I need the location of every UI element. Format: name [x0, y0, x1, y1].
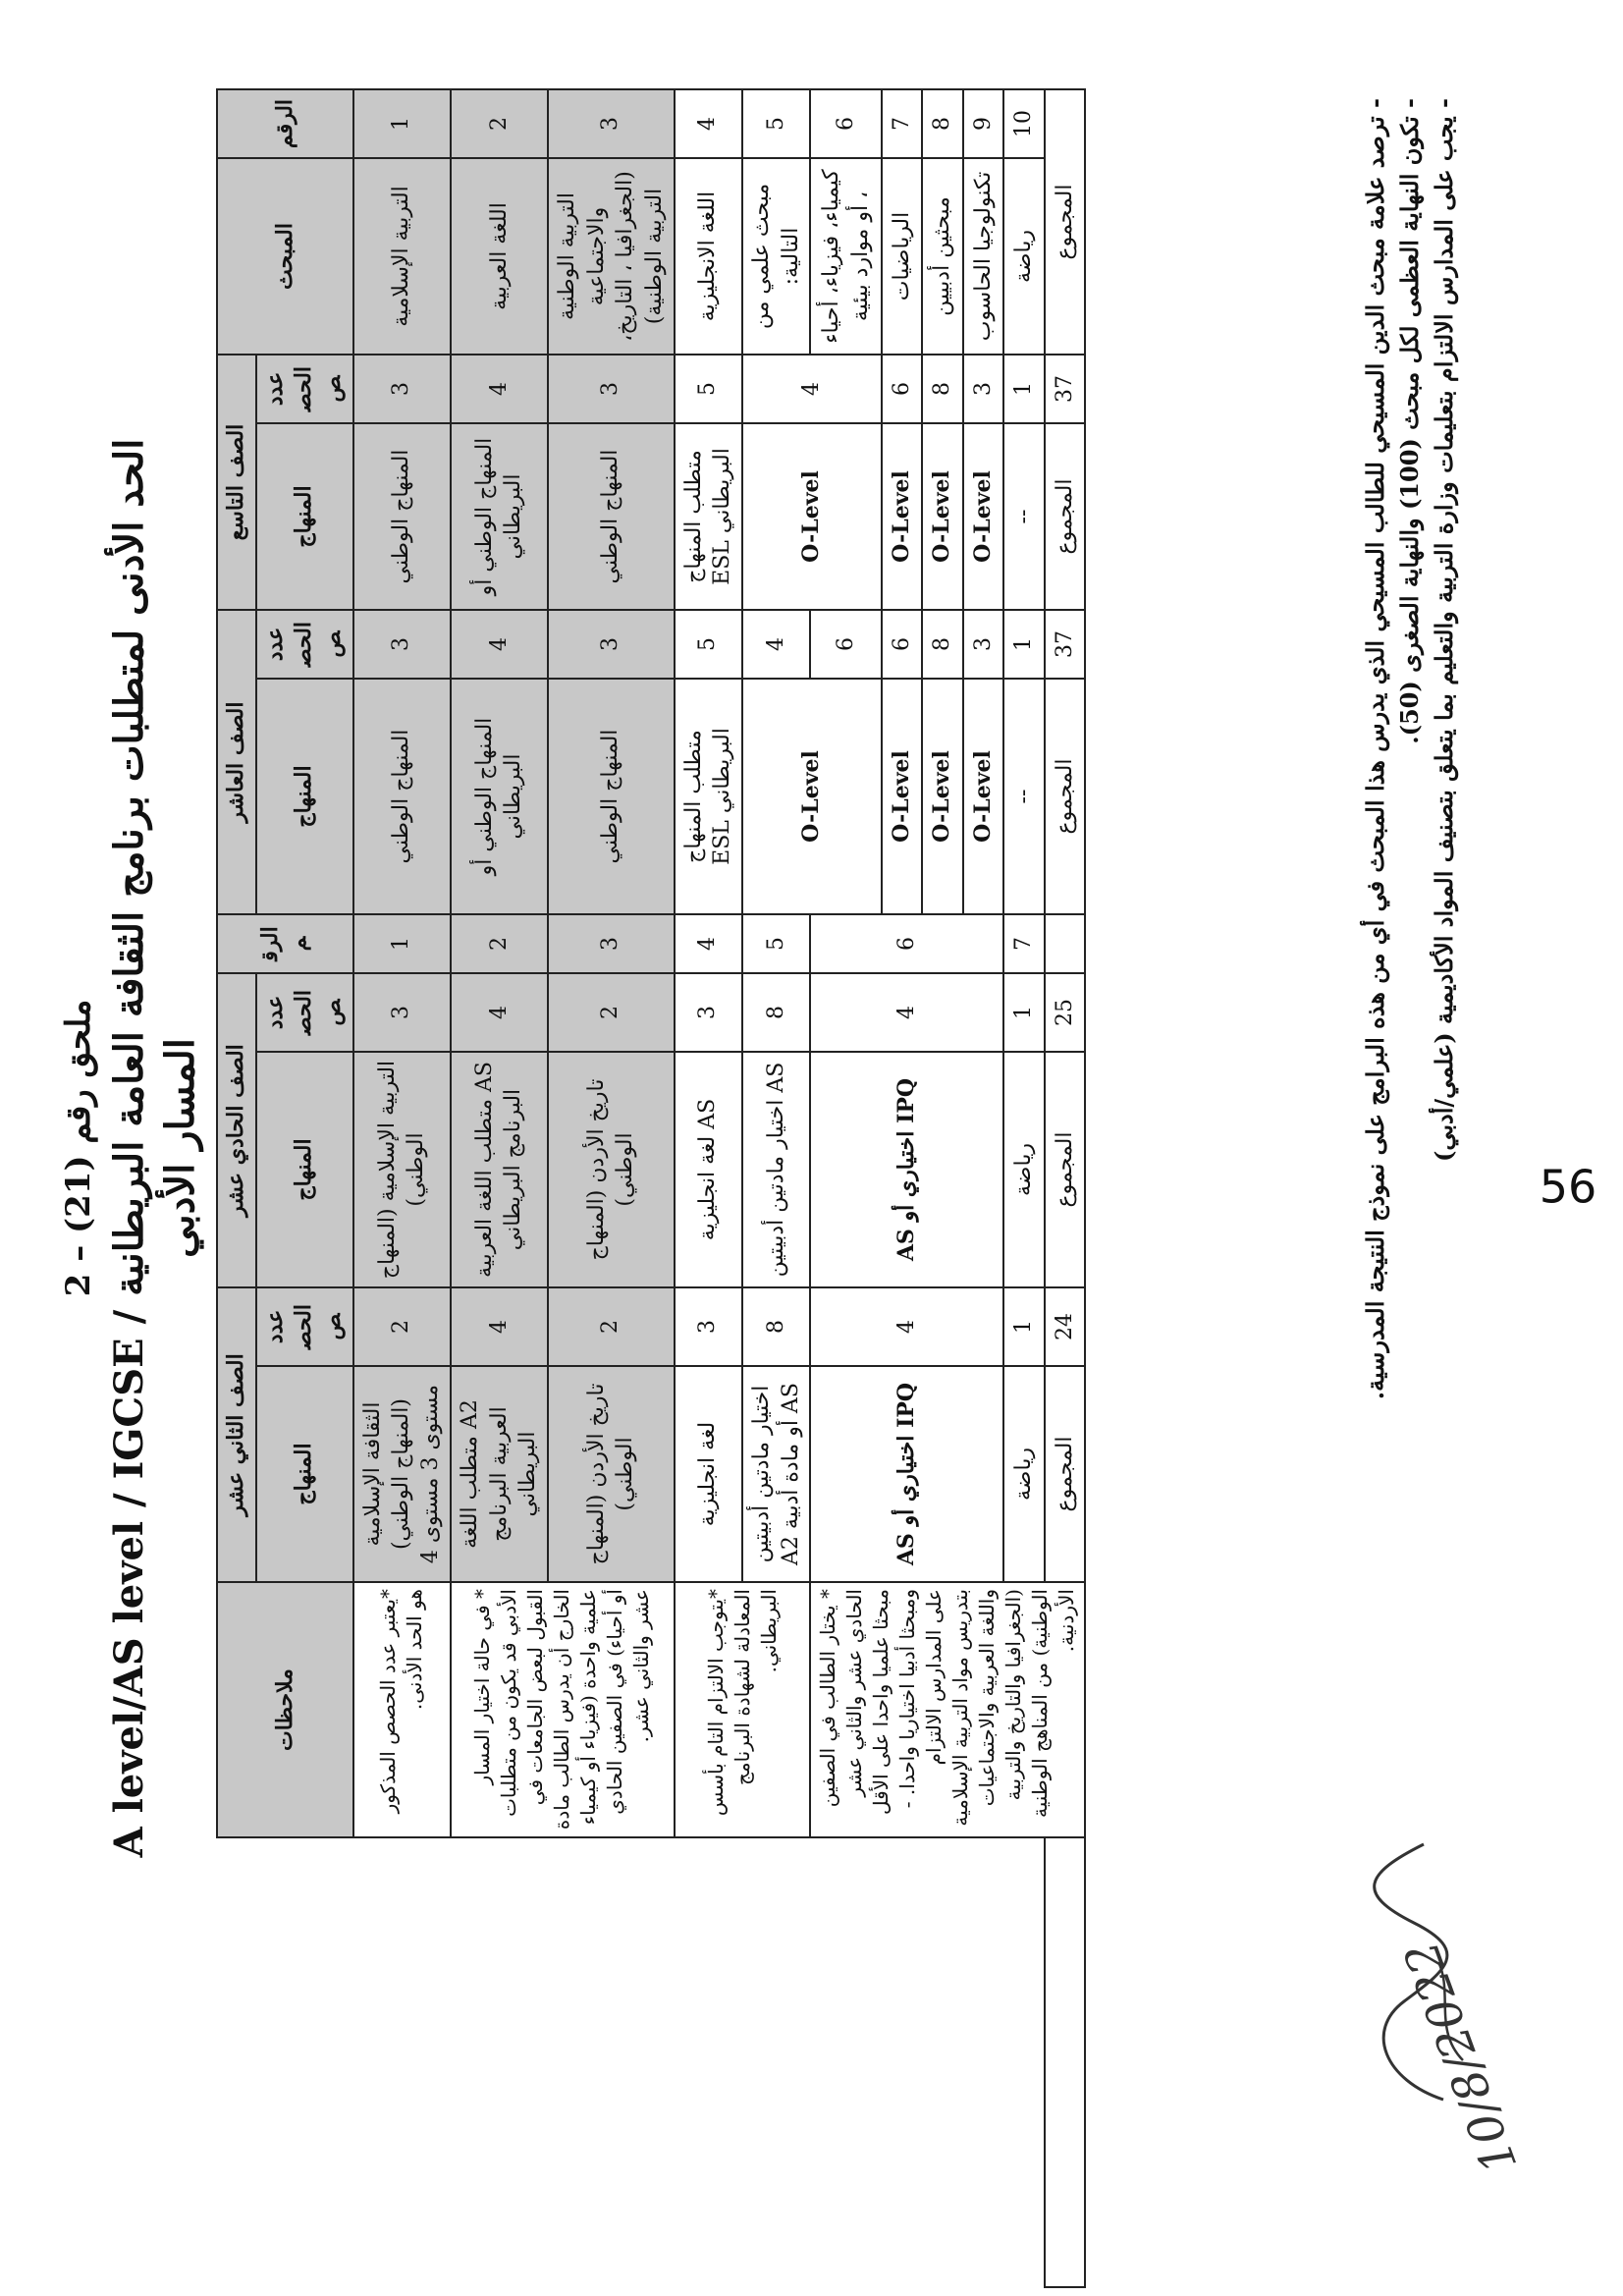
footnote-3: - يجب على المدارس الالتزام بتعليمات وزارة التربية والتعليم بما يتعلق بتصنيف المواد الأكاديمية (علمي/أدبي) — [1430, 98, 1458, 1163]
g12-periods: 2 — [548, 1287, 675, 1366]
g9-periods: 1 — [1003, 355, 1044, 423]
header-g11-curriculum: المنهاج — [256, 1052, 353, 1287]
g9-curriculum: المنهاج الوطني — [353, 423, 451, 610]
g11-periods: 1 — [1003, 973, 1044, 1052]
g10-periods: 4 — [451, 610, 548, 679]
g11-periods: 4 — [451, 973, 548, 1052]
g9-periods: 3 — [963, 355, 1003, 423]
g11-curriculum: AS لغة انجليزية — [675, 1052, 742, 1287]
row-subject: رياضة — [1003, 158, 1044, 355]
header-subject: المبحث — [217, 158, 353, 355]
g10-curriculum: المنهاج الوطني أو البريطاني — [451, 679, 548, 914]
table-row — [742, 89, 810, 2287]
g12-periods: 1 — [1003, 1287, 1044, 1366]
row-subject: مبحثين أدبيين — [922, 158, 962, 355]
signature-date: 10/8/2022 — [1393, 1934, 1529, 2181]
header-g12-periods: عدد الحصص — [256, 1287, 353, 1366]
g9-periods: 4 — [742, 355, 882, 423]
g11-periods: 4 — [810, 973, 1003, 1052]
g11-periods: 3 — [675, 973, 742, 1052]
table-row — [1003, 89, 1044, 2287]
g9-periods: 4 — [451, 355, 548, 423]
row-subject: التربية الوطنية والاجتماعية (الجغرافيا ، التاريخ، التربية الوطنية) — [548, 158, 675, 355]
g9-periods: 6 — [882, 355, 922, 423]
g9-curriculum: O-Level — [963, 423, 1003, 610]
g10-periods: 1 — [1003, 610, 1044, 679]
g10-curriculum: المنهاج الوطني — [353, 679, 451, 914]
g10-curriculum: O-Level — [882, 679, 922, 914]
total-g9: 37 — [1045, 355, 1086, 423]
header-grade11: الصف الحادي عشر — [217, 973, 256, 1287]
g11-num: 5 — [742, 914, 810, 973]
g9-periods: 3 — [353, 355, 451, 423]
g10-periods: 4 — [742, 610, 810, 679]
g10-curriculum: O-Level — [742, 679, 882, 914]
header-num: الرقم — [217, 89, 353, 158]
g9-curriculum: O-Level — [742, 423, 882, 610]
header-notes: ملاحظات — [217, 1582, 353, 1837]
g12-curriculum: A2 متطلب اللغة العربية البرنامج البريطاني — [451, 1366, 548, 1582]
g12-curriculum: اختيار مادتين أدبيتين AS أو مادة أدبية A2 — [742, 1366, 810, 1582]
table-row — [353, 89, 451, 2287]
table-row — [675, 89, 742, 2287]
g10-periods: 8 — [922, 610, 962, 679]
row-subject: اللغة الانجليزية — [675, 158, 742, 355]
g10-periods: 3 — [353, 610, 451, 679]
g9-curriculum: -- — [1003, 423, 1044, 610]
row-subject: كيمياء، فيزياء، أحياء ، أو موارد بيئية — [810, 158, 882, 355]
g11-periods: 3 — [353, 973, 451, 1052]
g11-num: 7 — [1003, 914, 1044, 973]
row-note: *يعتبر عدد الحصص المذكور هو الحد الأدنى. — [353, 1582, 451, 1837]
g10-periods: 6 — [882, 610, 922, 679]
g9-periods: 5 — [675, 355, 742, 423]
header-g9-periods: عدد الحصص — [256, 355, 353, 423]
g10-curriculum: متطلب المنهاج البريطاني ESL — [675, 679, 742, 914]
g12-curriculum: AS اختياري أو IPQ — [810, 1366, 1003, 1582]
g11-curriculum: تاريخ الأردن (المنهاج الوطني) — [548, 1052, 675, 1287]
row-num: 3 — [548, 89, 675, 158]
total-g11: 25 — [1045, 973, 1086, 1052]
row-num: 7 — [882, 89, 922, 158]
total-g10-label: المجموع — [1045, 679, 1086, 914]
g12-curriculum: رياضة — [1003, 1366, 1044, 1582]
g11-num: 2 — [451, 914, 548, 973]
requirements-table — [216, 88, 1086, 2288]
g11-periods: 2 — [548, 973, 675, 1052]
header-g10-periods: عدد الحصص — [256, 610, 353, 679]
g11-num: 1 — [353, 914, 451, 973]
g12-curriculum: تاريخ الأردن (المنهاج الوطني) — [548, 1366, 675, 1582]
requirements-table-wrap — [216, 88, 1086, 2288]
header-g9-curriculum: المنهاج — [256, 423, 353, 610]
row-num: 2 — [451, 89, 548, 158]
g11-curriculum: رياضة — [1003, 1052, 1044, 1287]
g11-curriculum: AS اختيار مادتين أدبيتين — [742, 1052, 810, 1287]
g11-num: 6 — [810, 914, 1003, 973]
footnote-1: - ترصد علامة مبحث الدين المسيحي للطالب المسيحي الذي يدرس هذا المبحث في أي من هذه البرامج على نموذج النتيجة المدرسية. — [1361, 98, 1389, 1400]
header-num-2: الرقم — [217, 914, 353, 973]
total-g12-label: المجموع — [1045, 1366, 1086, 1582]
row-num: 9 — [963, 89, 1003, 158]
g9-periods: 3 — [548, 355, 675, 423]
header-grade9: الصف التاسع — [217, 355, 256, 610]
g11-num: 3 — [548, 914, 675, 973]
g9-curriculum: متطلب المنهاج البريطاني ESL — [675, 423, 742, 610]
header-grade10: الصف العاشر — [217, 610, 256, 914]
footnote-2: - تكون النهاية العظمى لكل مبحث (100) والنهاية الصغرى (50). — [1395, 98, 1424, 744]
total-label: المجموع — [1045, 89, 1086, 355]
row-num: 8 — [922, 89, 962, 158]
g9-curriculum: O-Level — [922, 423, 962, 610]
g9-curriculum: المنهاج الوطني أو البريطاني — [451, 423, 548, 610]
program-title: الحد الأدنى لمتطلبات برنامج الثقافة العامة البريطانية / A level/AS level / IGCSE — [106, 438, 152, 1858]
row-num: 1 — [353, 89, 451, 158]
row-num: 5 — [742, 89, 810, 158]
row-note: *يتوجب الالتزام التام بأسس المعادلة لشهادة البرنامج البريطاني. — [675, 1582, 811, 1837]
row-subject: مبحث علمي من التالية: — [742, 158, 810, 355]
total-g11-num — [1045, 914, 1086, 973]
g12-periods: 2 — [353, 1287, 451, 1366]
g11-periods: 8 — [742, 973, 810, 1052]
row-num: 10 — [1003, 89, 1044, 158]
row-subject: تكنولوجيا الحاسوب — [963, 158, 1003, 355]
g10-periods: 6 — [810, 610, 882, 679]
g10-periods: 3 — [963, 610, 1003, 679]
row-num: 6 — [810, 89, 882, 158]
appendix-title: ملحق رقم (21) – 2 — [59, 999, 98, 1297]
g12-curriculum: لغة انجليزية — [675, 1366, 742, 1582]
g12-periods: 8 — [742, 1287, 810, 1366]
g10-periods: 3 — [548, 610, 675, 679]
g12-periods: 3 — [675, 1287, 742, 1366]
total-g12: 24 — [1045, 1287, 1086, 1366]
header-g10-curriculum: المنهاج — [256, 679, 353, 914]
header-g12-curriculum: المنهاج — [256, 1366, 353, 1582]
total-g11-label: المجموع — [1045, 1052, 1086, 1287]
track-title: المسار الأدبي — [157, 1038, 203, 1258]
g10-curriculum: -- — [1003, 679, 1044, 914]
header-grade12: الصف الثاني عشر — [217, 1287, 256, 1582]
row-note: * في حالة اختيار المسار الأدبي قد يكون من متطلبات القبول لبعض الجامعات في الخارج أن يدرس الطالب مادة علمية واحدة (فيزياء أو كيمياء أو أحياء) في الصفين الحادي عشر والثاني عشر. — [451, 1582, 675, 1837]
row-subject: الرياضيات — [882, 158, 922, 355]
g9-curriculum: المنهاج الوطني — [548, 423, 675, 610]
table-row — [548, 89, 675, 2287]
g11-num: 4 — [675, 914, 742, 973]
total-g9-label: المجموع — [1045, 423, 1086, 610]
g9-periods: 8 — [922, 355, 962, 423]
g10-curriculum: O-Level — [963, 679, 1003, 914]
g12-curriculum: الثقافة الإسلامية (المنهاج الوطني) مستوى 3 مستوى 4 — [353, 1366, 451, 1582]
total-g10: 37 — [1045, 610, 1086, 679]
g12-periods: 4 — [451, 1287, 548, 1366]
g11-curriculum: AS اختياري أو IPQ — [810, 1052, 1003, 1287]
g10-curriculum: المنهاج الوطني — [548, 679, 675, 914]
g10-periods: 5 — [675, 610, 742, 679]
table-row — [451, 89, 548, 2287]
totals-row — [1045, 89, 1086, 2287]
g12-periods: 4 — [810, 1287, 1003, 1366]
row-subject: اللغة العربية — [451, 158, 548, 355]
g11-curriculum: AS متطلب اللغة العربية البرنامج البريطاني — [451, 1052, 548, 1287]
g9-curriculum: O-Level — [882, 423, 922, 610]
g11-curriculum: التربية الإسلامية (المنهاج الوطني) — [353, 1052, 451, 1287]
g10-curriculum: O-Level — [922, 679, 962, 914]
row-note: * يختار الطالب في الصفين الحادي عشر والثاني عشر مبحثا علميا واحدا على الأقل ومبحثا أدبيا اختياريا واحدا. - على المدارس الالتزام بتدريس مواد التربية الإسلامية واللغة العربية والاجتماعيات (الجغرافيا والتاريخ والتربية الوطنية) من المناهج الوطنية الأردنية. — [810, 1582, 1085, 1837]
row-num: 4 — [675, 89, 742, 158]
row-subject: التربية الإسلامية — [353, 158, 451, 355]
header-g11-periods: عدد الحصص — [256, 973, 353, 1052]
total-notes-empty — [1045, 1837, 1086, 2287]
page-number: 56 — [1539, 1160, 1597, 1214]
